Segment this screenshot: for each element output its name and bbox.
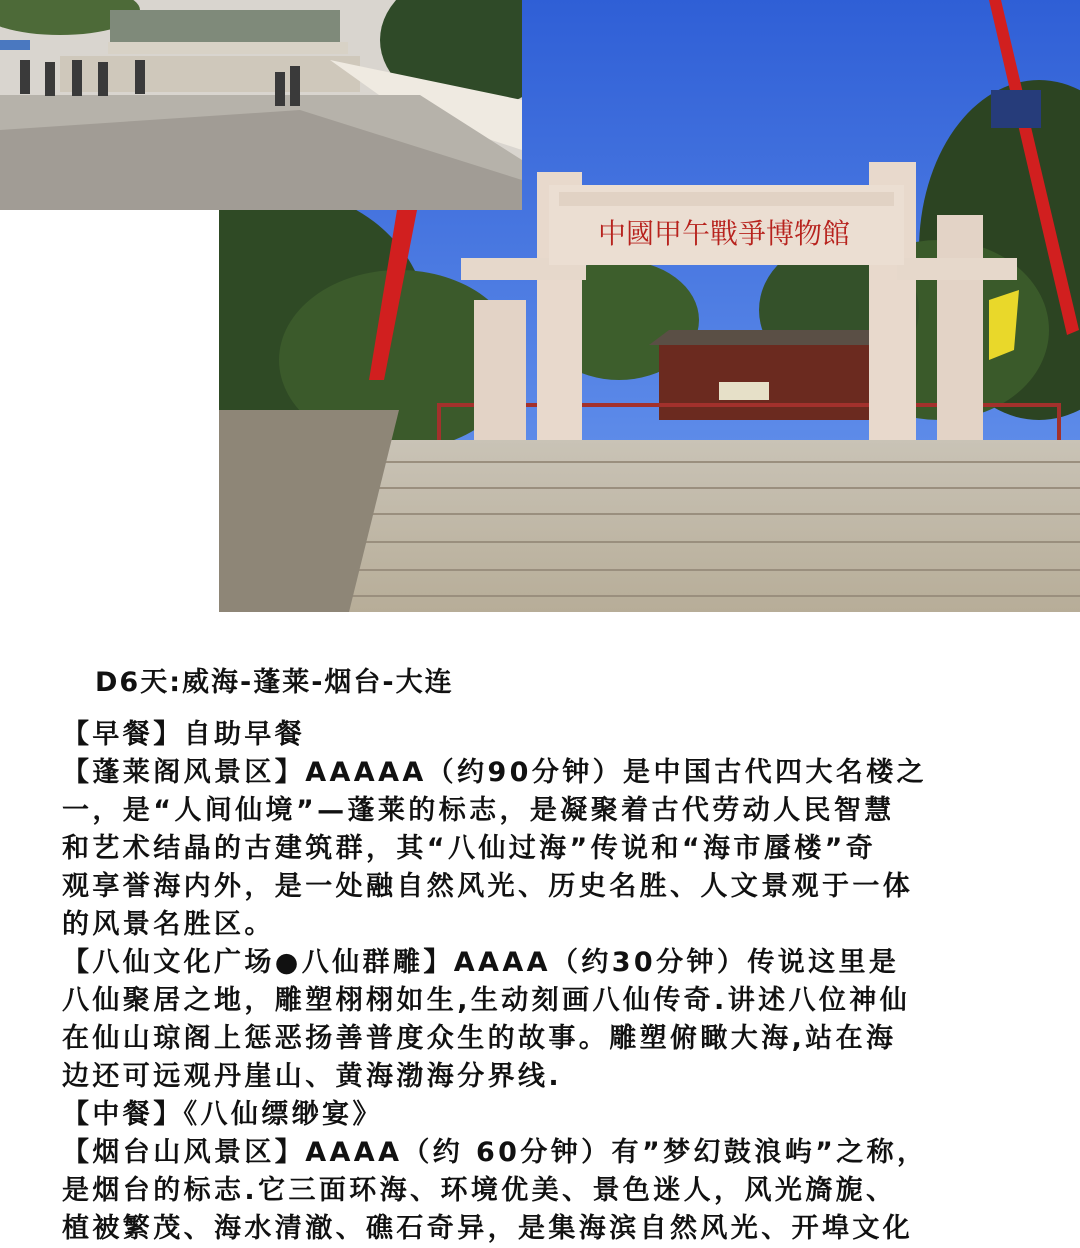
- itinerary-line: 八仙聚居之地，雕塑栩栩如生,生动刻画八仙传奇.讲述八位神仙: [62, 985, 911, 1016]
- itinerary-line: 边还可远观丹崖山、黄海渤海分界线.: [62, 1061, 563, 1092]
- itinerary-line: 【早餐】自助早餐: [62, 719, 306, 750]
- itinerary-line: 一，是“人间仙境”—蓬莱的标志，是凝聚着古代劳动人民智慧: [62, 795, 895, 826]
- itinerary-text: [62, 716, 1052, 1248]
- itinerary-line: 在仙山琼阁上惩恶扬善普度众生的故事。雕塑俯瞰大海,站在海: [62, 1023, 897, 1054]
- itinerary-line: 是烟台的标志.它三面环海、环境优美、景色迷人，风光旖旎、: [62, 1175, 897, 1206]
- itinerary-line: 和艺术结晶的古建筑群，其“八仙过海”传说和“海市蜃楼”奇: [62, 833, 877, 864]
- itinerary-line: 【八仙文化广场●八仙群雕】AAAA（约30分钟）传说这里是: [62, 947, 900, 978]
- itinerary-line: 观享誉海内外，是一处融自然风光、历史名胜、人文景观于一体: [62, 871, 914, 902]
- itinerary-line: 【烟台山风景区】AAAA（约 60分钟）有”梦幻鼓浪屿”之称，: [62, 1137, 928, 1168]
- museum-sign-text: 中國甲午戰爭博物館: [597, 217, 851, 250]
- itinerary-line: 植被繁茂、海水清澈、礁石奇异，是集海滨自然风光、开埠文化: [62, 1213, 914, 1244]
- itinerary-line: 【蓬莱阁风景区】AAAAA（约90分钟）是中国古代四大名楼之: [62, 757, 928, 788]
- day-title: D6天:威海-蓬莱-烟台-大连: [95, 667, 454, 698]
- itinerary-line: 的风景名胜区。: [62, 909, 275, 940]
- plaza-photo: [0, 0, 522, 210]
- itinerary-line: 【中餐】《八仙缥缈宴》: [62, 1099, 383, 1130]
